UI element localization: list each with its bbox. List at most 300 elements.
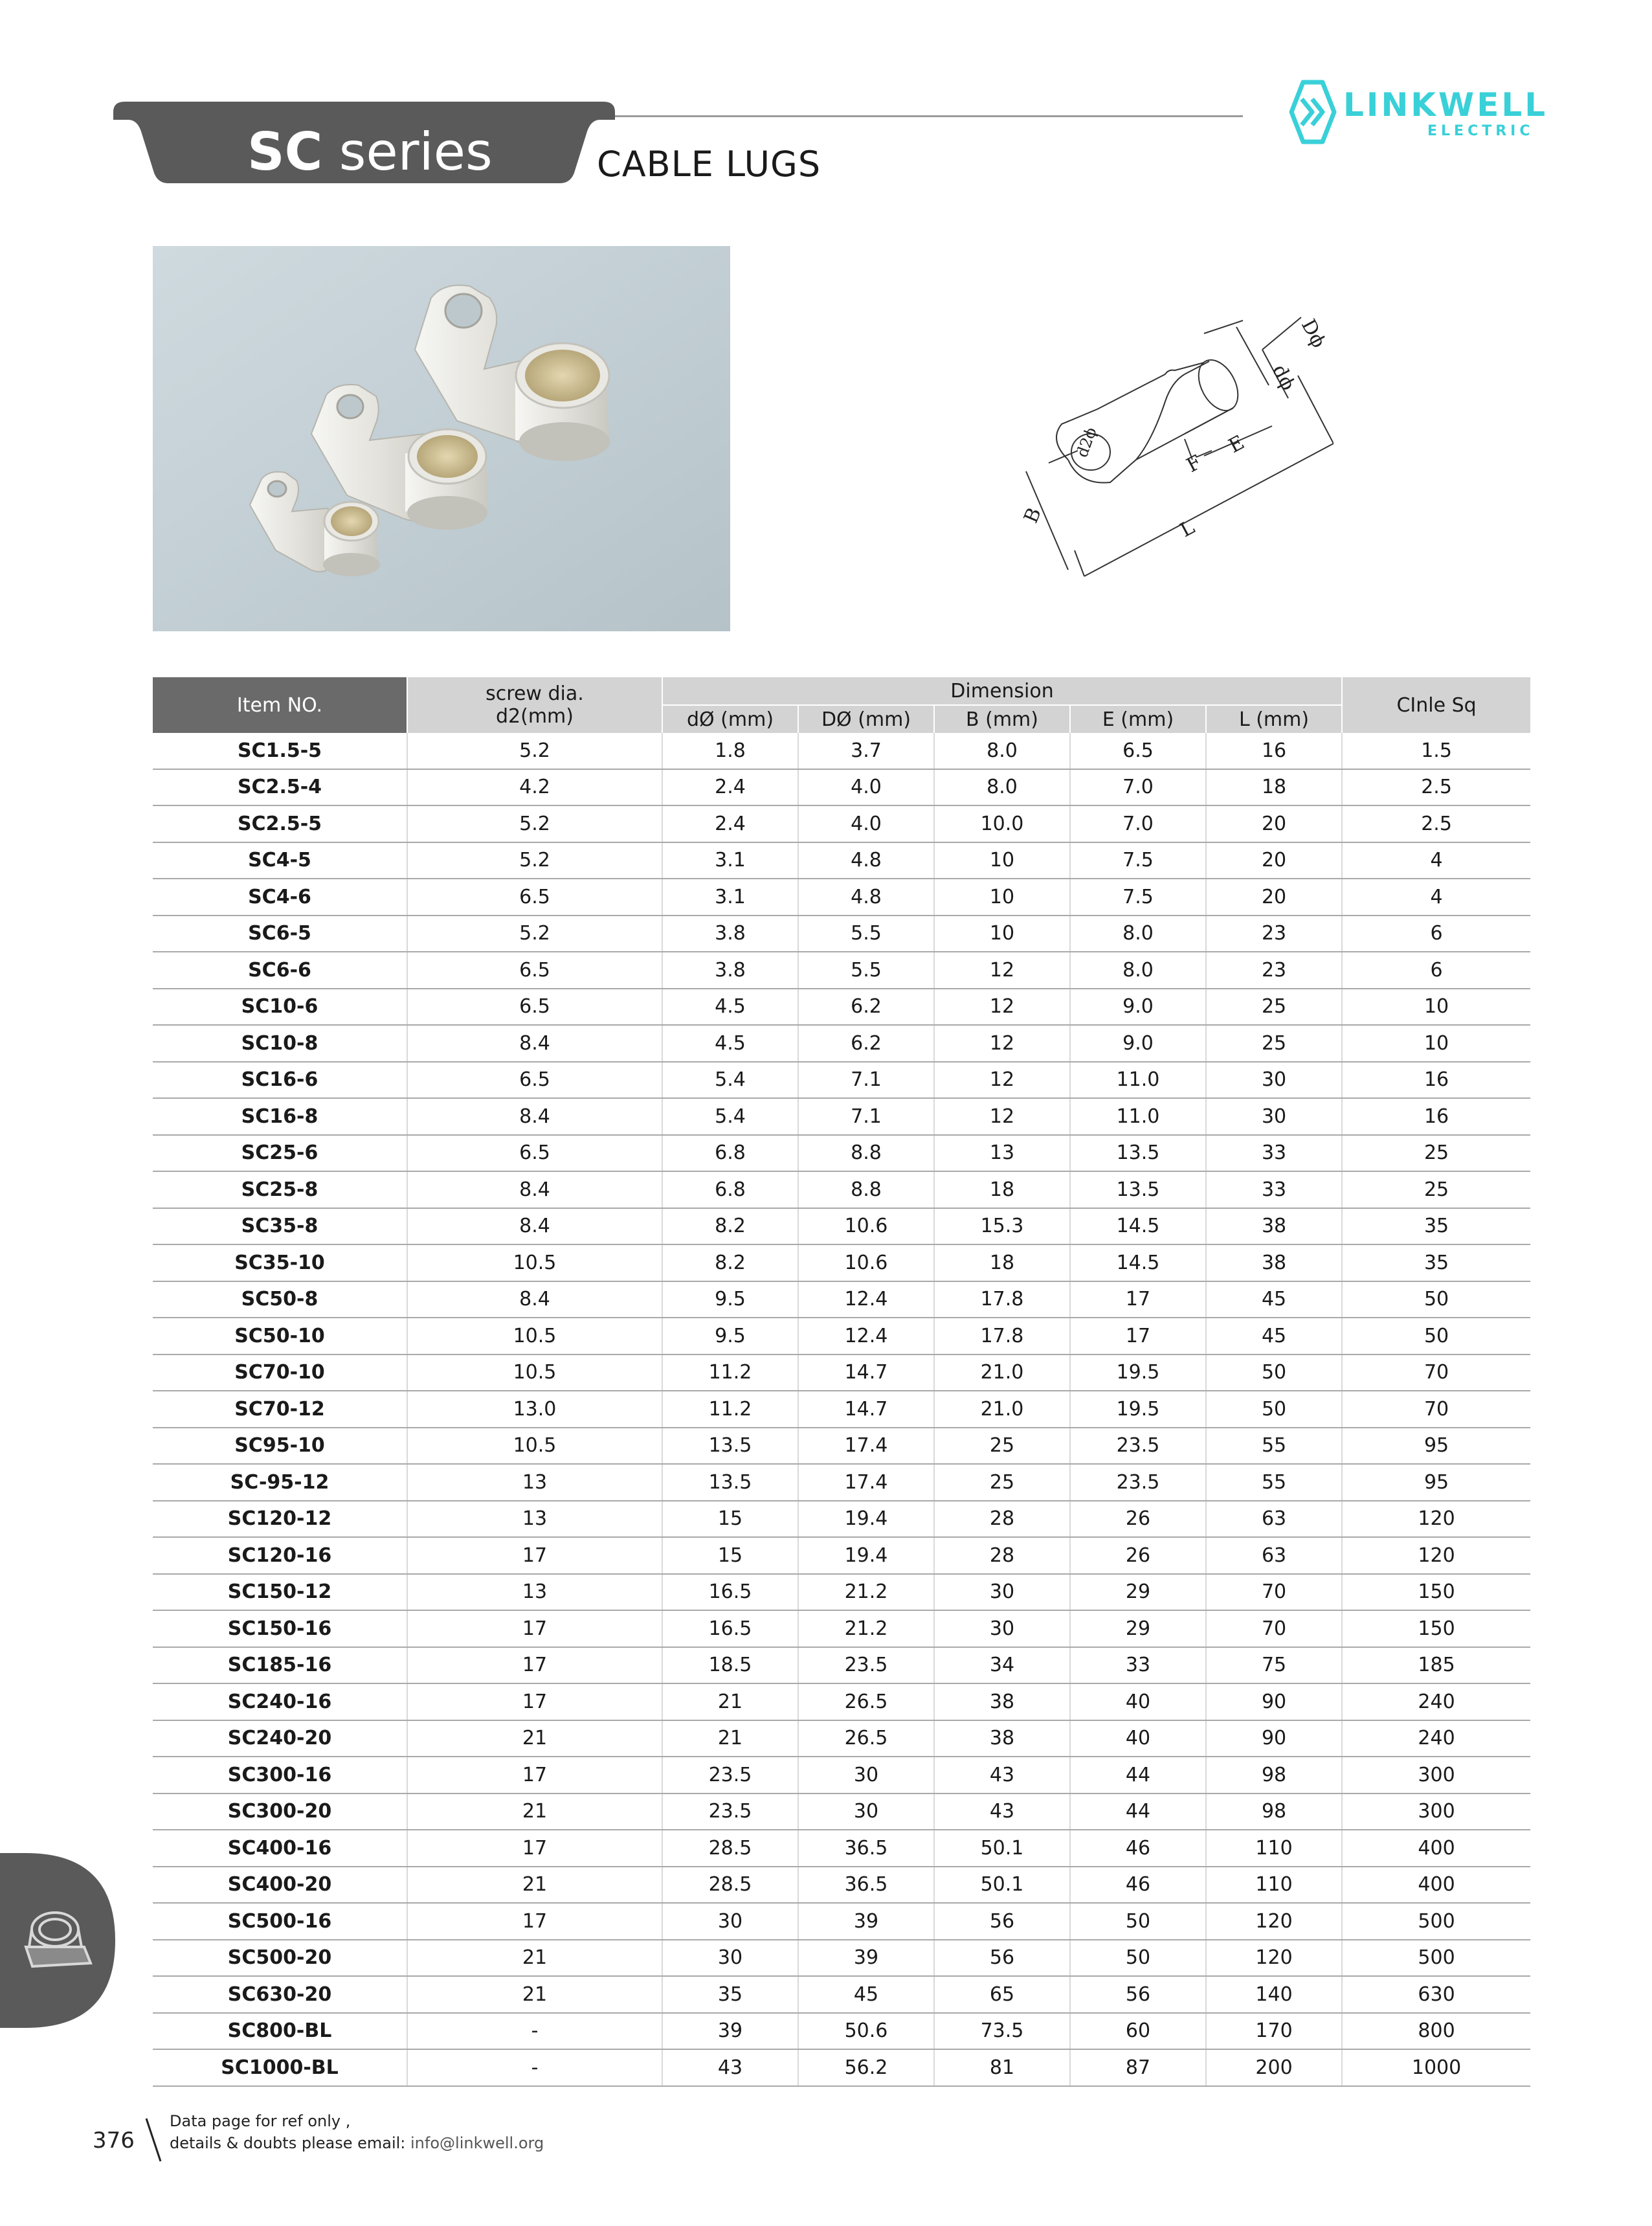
cell-E: 11.0 xyxy=(1070,1062,1206,1099)
cell-D: 39 xyxy=(798,1940,934,1977)
cell-screw-dia: 17 xyxy=(407,1683,662,1720)
table-row xyxy=(153,1793,1530,1830)
cell-E: 44 xyxy=(1070,1757,1206,1793)
cell-screw-dia: 13 xyxy=(407,1501,662,1538)
cell-item-no: SC70-10 xyxy=(153,1355,407,1391)
cell-screw-dia: 6.5 xyxy=(407,1135,662,1172)
cell-L: 98 xyxy=(1206,1793,1342,1830)
cell-E: 40 xyxy=(1070,1720,1206,1757)
cell-B: 12 xyxy=(934,1025,1070,1062)
cell-B: 15.3 xyxy=(934,1208,1070,1245)
table-row xyxy=(153,1318,1530,1355)
table-row xyxy=(153,805,1530,842)
product-photo xyxy=(153,246,730,631)
cell-L: 90 xyxy=(1206,1683,1342,1720)
table-row xyxy=(153,952,1530,989)
cell-screw-dia: 17 xyxy=(407,1757,662,1793)
cell-item-no: SC10-8 xyxy=(153,1025,407,1062)
cell-item-no: SC50-8 xyxy=(153,1281,407,1318)
cell-cable-sq: 2.5 xyxy=(1342,769,1530,806)
cell-L: 16 xyxy=(1206,733,1342,769)
cell-L: 55 xyxy=(1206,1464,1342,1501)
cell-d: 15 xyxy=(662,1537,798,1574)
cell-item-no: SC25-6 xyxy=(153,1135,407,1172)
cell-L: 20 xyxy=(1206,805,1342,842)
cell-item-no: SC6-5 xyxy=(153,916,407,952)
cell-B: 18 xyxy=(934,1244,1070,1281)
header-E: E (mm) xyxy=(1070,705,1206,733)
cell-L: 120 xyxy=(1206,1940,1342,1977)
table-row xyxy=(153,1683,1530,1720)
cell-E: 87 xyxy=(1070,2049,1206,2086)
cell-cable-sq: 1.5 xyxy=(1342,733,1530,769)
cell-L: 23 xyxy=(1206,916,1342,952)
cell-item-no: SC120-12 xyxy=(153,1501,407,1538)
table-row xyxy=(153,1720,1530,1757)
cell-E: 7.0 xyxy=(1070,769,1206,806)
cell-cable-sq: 120 xyxy=(1342,1537,1530,1574)
table-row xyxy=(153,879,1530,916)
cell-screw-dia: 13 xyxy=(407,1574,662,1611)
cell-E: 13.5 xyxy=(1070,1135,1206,1172)
cell-item-no: SC95-10 xyxy=(153,1428,407,1465)
cell-d: 1.8 xyxy=(662,733,798,769)
cell-d: 6.8 xyxy=(662,1171,798,1208)
table-row xyxy=(153,1208,1530,1245)
cell-item-no: SC16-6 xyxy=(153,1062,407,1099)
cell-screw-dia: 8.4 xyxy=(407,1098,662,1135)
cell-screw-dia: 8.4 xyxy=(407,1025,662,1062)
cell-screw-dia: 8.4 xyxy=(407,1281,662,1318)
table-row xyxy=(153,2049,1530,2086)
cell-screw-dia: 5.2 xyxy=(407,842,662,879)
cell-D: 6.2 xyxy=(798,1025,934,1062)
cell-screw-dia: 17 xyxy=(407,1830,662,1867)
cell-B: 81 xyxy=(934,2049,1070,2086)
table-row xyxy=(153,1391,1530,1428)
cell-D: 26.5 xyxy=(798,1683,934,1720)
cell-B: 12 xyxy=(934,952,1070,989)
header-L: L (mm) xyxy=(1206,705,1342,733)
cell-screw-dia: 21 xyxy=(407,1976,662,2013)
footer-divider xyxy=(144,2117,163,2163)
cell-d: 16.5 xyxy=(662,1574,798,1611)
cell-D: 5.5 xyxy=(798,952,934,989)
cell-L: 200 xyxy=(1206,2049,1342,2086)
cell-screw-dia: 6.5 xyxy=(407,1062,662,1099)
cell-D: 36.5 xyxy=(798,1830,934,1867)
cell-item-no: SC400-20 xyxy=(153,1867,407,1904)
table-row xyxy=(153,1428,1530,1465)
cell-d: 3.1 xyxy=(662,879,798,916)
cell-cable-sq: 400 xyxy=(1342,1867,1530,1904)
cell-screw-dia: 5.2 xyxy=(407,733,662,769)
cell-L: 45 xyxy=(1206,1281,1342,1318)
label-F: F xyxy=(1183,451,1206,478)
cell-screw-dia: 10.5 xyxy=(407,1355,662,1391)
cell-L: 70 xyxy=(1206,1610,1342,1647)
table-row xyxy=(153,1501,1530,1538)
footer-note-line2: details & doubts please email: info@linkwell.org xyxy=(170,2134,544,2152)
cell-cable-sq: 35 xyxy=(1342,1208,1530,1245)
cell-B: 28 xyxy=(934,1501,1070,1538)
table-row xyxy=(153,1171,1530,1208)
label-B: B xyxy=(1020,504,1046,527)
cell-E: 26 xyxy=(1070,1501,1206,1538)
cell-cable-sq: 95 xyxy=(1342,1428,1530,1465)
footer-note-line1: Data page for ref only , xyxy=(170,2112,351,2130)
cell-screw-dia: 10.5 xyxy=(407,1318,662,1355)
label-E: E xyxy=(1225,431,1249,458)
cell-E: 9.0 xyxy=(1070,989,1206,1026)
cell-D: 23.5 xyxy=(798,1647,934,1684)
header-item-no: Item NO. xyxy=(153,677,407,733)
cell-cable-sq: 25 xyxy=(1342,1135,1530,1172)
cell-item-no: SC70-12 xyxy=(153,1391,407,1428)
cell-cable-sq: 10 xyxy=(1342,1025,1530,1062)
cell-B: 34 xyxy=(934,1647,1070,1684)
cell-B: 12 xyxy=(934,989,1070,1026)
cell-d: 6.8 xyxy=(662,1135,798,1172)
cell-cable-sq: 800 xyxy=(1342,2013,1530,2050)
cell-cable-sq: 6 xyxy=(1342,952,1530,989)
cell-D: 8.8 xyxy=(798,1171,934,1208)
table-row xyxy=(153,989,1530,1026)
cell-screw-dia: - xyxy=(407,2049,662,2086)
cell-d: 4.5 xyxy=(662,1025,798,1062)
cell-screw-dia: 5.2 xyxy=(407,916,662,952)
cell-L: 75 xyxy=(1206,1647,1342,1684)
side-tab xyxy=(0,1853,115,2028)
cell-cable-sq: 50 xyxy=(1342,1318,1530,1355)
cell-item-no: SC240-20 xyxy=(153,1720,407,1757)
cell-item-no: SC16-8 xyxy=(153,1098,407,1135)
cell-d: 23.5 xyxy=(662,1793,798,1830)
cell-item-no: SC2.5-5 xyxy=(153,805,407,842)
cell-item-no: SC300-16 xyxy=(153,1757,407,1793)
cell-E: 19.5 xyxy=(1070,1391,1206,1428)
cell-B: 10 xyxy=(934,842,1070,879)
cell-d: 28.5 xyxy=(662,1867,798,1904)
cell-cable-sq: 10 xyxy=(1342,989,1530,1026)
cell-B: 10.0 xyxy=(934,805,1070,842)
cell-E: 23.5 xyxy=(1070,1428,1206,1465)
cell-E: 46 xyxy=(1070,1830,1206,1867)
cell-d: 30 xyxy=(662,1940,798,1977)
cell-D: 3.7 xyxy=(798,733,934,769)
cell-cable-sq: 95 xyxy=(1342,1464,1530,1501)
cell-L: 20 xyxy=(1206,842,1342,879)
cell-D: 45 xyxy=(798,1976,934,2013)
cell-L: 30 xyxy=(1206,1098,1342,1135)
cell-d: 21 xyxy=(662,1683,798,1720)
cell-D: 56.2 xyxy=(798,2049,934,2086)
cell-E: 14.5 xyxy=(1070,1244,1206,1281)
cell-E: 56 xyxy=(1070,1976,1206,2013)
cell-B: 30 xyxy=(934,1574,1070,1611)
cell-item-no: SC25-8 xyxy=(153,1171,407,1208)
cell-cable-sq: 120 xyxy=(1342,1501,1530,1538)
cell-D: 17.4 xyxy=(798,1428,934,1465)
cell-d: 16.5 xyxy=(662,1610,798,1647)
cell-L: 25 xyxy=(1206,1025,1342,1062)
cell-screw-dia: 17 xyxy=(407,1537,662,1574)
table-row xyxy=(153,1355,1530,1391)
cell-cable-sq: 25 xyxy=(1342,1171,1530,1208)
cell-d: 3.8 xyxy=(662,916,798,952)
header-screw-line2: d2(mm) xyxy=(496,705,574,728)
cell-L: 110 xyxy=(1206,1867,1342,1904)
cell-D: 4.8 xyxy=(798,842,934,879)
table-row xyxy=(153,1830,1530,1867)
cell-D: 12.4 xyxy=(798,1318,934,1355)
cell-B: 30 xyxy=(934,1610,1070,1647)
cell-D: 19.4 xyxy=(798,1501,934,1538)
cell-D: 8.8 xyxy=(798,1135,934,1172)
cell-E: 17 xyxy=(1070,1318,1206,1355)
cell-B: 12 xyxy=(934,1098,1070,1135)
cell-D: 21.2 xyxy=(798,1574,934,1611)
cell-E: 17 xyxy=(1070,1281,1206,1318)
cell-cable-sq: 6 xyxy=(1342,916,1530,952)
cell-D: 5.5 xyxy=(798,916,934,952)
cell-E: 50 xyxy=(1070,1940,1206,1977)
cell-D: 4.8 xyxy=(798,879,934,916)
cell-cable-sq: 400 xyxy=(1342,1830,1530,1867)
cell-item-no: SC120-16 xyxy=(153,1537,407,1574)
table-row xyxy=(153,1062,1530,1099)
table-row xyxy=(153,1903,1530,1940)
cell-d: 8.2 xyxy=(662,1244,798,1281)
cell-D: 17.4 xyxy=(798,1464,934,1501)
cell-D: 4.0 xyxy=(798,769,934,806)
cell-L: 110 xyxy=(1206,1830,1342,1867)
cell-L: 98 xyxy=(1206,1757,1342,1793)
cell-item-no: SC185-16 xyxy=(153,1647,407,1684)
cell-E: 8.0 xyxy=(1070,952,1206,989)
cell-E: 40 xyxy=(1070,1683,1206,1720)
cell-screw-dia: 5.2 xyxy=(407,805,662,842)
cell-D: 14.7 xyxy=(798,1355,934,1391)
cell-D: 30 xyxy=(798,1793,934,1830)
cell-screw-dia: 8.4 xyxy=(407,1171,662,1208)
cell-screw-dia: 4.2 xyxy=(407,769,662,806)
cell-cable-sq: 300 xyxy=(1342,1757,1530,1793)
cell-d: 11.2 xyxy=(662,1391,798,1428)
table-row xyxy=(153,1464,1530,1501)
cell-d: 5.4 xyxy=(662,1098,798,1135)
cell-B: 65 xyxy=(934,1976,1070,2013)
cell-L: 20 xyxy=(1206,879,1342,916)
cell-B: 10 xyxy=(934,916,1070,952)
cell-D: 6.2 xyxy=(798,989,934,1026)
cell-E: 19.5 xyxy=(1070,1355,1206,1391)
cell-B: 28 xyxy=(934,1537,1070,1574)
cell-cable-sq: 150 xyxy=(1342,1610,1530,1647)
cell-E: 7.0 xyxy=(1070,805,1206,842)
label-D: Dϕ xyxy=(1296,315,1330,352)
page-number: 376 xyxy=(93,2128,135,2153)
cell-B: 25 xyxy=(934,1428,1070,1465)
cell-D: 21.2 xyxy=(798,1610,934,1647)
cell-screw-dia: 10.5 xyxy=(407,1244,662,1281)
cell-item-no: SC400-16 xyxy=(153,1830,407,1867)
cell-B: 17.8 xyxy=(934,1318,1070,1355)
cell-E: 8.0 xyxy=(1070,916,1206,952)
cell-d: 15 xyxy=(662,1501,798,1538)
cell-cable-sq: 2.5 xyxy=(1342,805,1530,842)
series-title: SC series xyxy=(247,122,493,182)
table-row xyxy=(153,1025,1530,1062)
cell-item-no: SC4-6 xyxy=(153,879,407,916)
cell-d: 28.5 xyxy=(662,1830,798,1867)
cell-D: 12.4 xyxy=(798,1281,934,1318)
cell-D: 19.4 xyxy=(798,1537,934,1574)
cell-L: 55 xyxy=(1206,1428,1342,1465)
cell-d: 3.8 xyxy=(662,952,798,989)
cell-item-no: SC300-20 xyxy=(153,1793,407,1830)
cell-E: 46 xyxy=(1070,1867,1206,1904)
cell-E: 13.5 xyxy=(1070,1171,1206,1208)
cell-item-no: SC500-16 xyxy=(153,1903,407,1940)
cell-item-no: SC150-12 xyxy=(153,1574,407,1611)
cell-screw-dia: 17 xyxy=(407,1903,662,1940)
cell-E: 14.5 xyxy=(1070,1208,1206,1245)
cell-cable-sq: 240 xyxy=(1342,1720,1530,1757)
table-row xyxy=(153,733,1530,769)
cell-B: 56 xyxy=(934,1940,1070,1977)
header-cable-sq: CInle Sq xyxy=(1342,677,1530,733)
cell-d: 30 xyxy=(662,1903,798,1940)
cell-screw-dia: 10.5 xyxy=(407,1428,662,1465)
label-L: L xyxy=(1176,515,1199,543)
cell-item-no: SC500-20 xyxy=(153,1940,407,1977)
cell-B: 18 xyxy=(934,1171,1070,1208)
cell-E: 9.0 xyxy=(1070,1025,1206,1062)
cell-B: 50.1 xyxy=(934,1830,1070,1867)
cell-cable-sq: 16 xyxy=(1342,1062,1530,1099)
cell-L: 25 xyxy=(1206,989,1342,1026)
cell-cable-sq: 50 xyxy=(1342,1281,1530,1318)
cell-item-no: SC-95-12 xyxy=(153,1464,407,1501)
cell-L: 30 xyxy=(1206,1062,1342,1099)
cell-L: 23 xyxy=(1206,952,1342,989)
cell-item-no: SC240-16 xyxy=(153,1683,407,1720)
cell-D: 14.7 xyxy=(798,1391,934,1428)
cell-B: 8.0 xyxy=(934,733,1070,769)
cell-screw-dia: 8.4 xyxy=(407,1208,662,1245)
cell-item-no: SC50-10 xyxy=(153,1318,407,1355)
cell-item-no: SC150-16 xyxy=(153,1610,407,1647)
cell-item-no: SC1.5-5 xyxy=(153,733,407,769)
table-row xyxy=(153,769,1530,806)
cell-D: 10.6 xyxy=(798,1208,934,1245)
header-d: dØ (mm) xyxy=(662,705,798,733)
header-dimension: Dimension xyxy=(662,677,1342,705)
cell-B: 10 xyxy=(934,879,1070,916)
cell-item-no: SC2.5-4 xyxy=(153,769,407,806)
header-screw-line1: screw dia. xyxy=(486,682,584,705)
cell-screw-dia: 17 xyxy=(407,1610,662,1647)
cell-E: 7.5 xyxy=(1070,842,1206,879)
dimension-drawing xyxy=(971,298,1334,602)
cell-screw-dia: 17 xyxy=(407,1647,662,1684)
cell-d: 4.5 xyxy=(662,989,798,1026)
table-row xyxy=(153,1574,1530,1611)
cell-screw-dia: 21 xyxy=(407,1867,662,1904)
cell-L: 33 xyxy=(1206,1135,1342,1172)
cell-screw-dia: 6.5 xyxy=(407,989,662,1026)
cell-L: 63 xyxy=(1206,1501,1342,1538)
footer-email-link[interactable]: info@linkwell.org xyxy=(410,2134,544,2152)
cell-E: 60 xyxy=(1070,2013,1206,2050)
label-d2: d2ϕ xyxy=(1073,425,1100,460)
cell-B: 38 xyxy=(934,1720,1070,1757)
cell-item-no: SC6-6 xyxy=(153,952,407,989)
cell-screw-dia: 6.5 xyxy=(407,952,662,989)
cell-d: 9.5 xyxy=(662,1318,798,1355)
cell-B: 12 xyxy=(934,1062,1070,1099)
table-row xyxy=(153,916,1530,952)
cell-cable-sq: 4 xyxy=(1342,842,1530,879)
table-row xyxy=(153,1940,1530,1977)
cell-cable-sq: 300 xyxy=(1342,1793,1530,1830)
cell-d: 8.2 xyxy=(662,1208,798,1245)
table-row xyxy=(153,1537,1530,1574)
cell-L: 38 xyxy=(1206,1208,1342,1245)
cell-d: 35 xyxy=(662,1976,798,2013)
cell-B: 25 xyxy=(934,1464,1070,1501)
cell-cable-sq: 185 xyxy=(1342,1647,1530,1684)
header-B: B (mm) xyxy=(934,705,1070,733)
cell-L: 18 xyxy=(1206,769,1342,806)
cell-d: 2.4 xyxy=(662,769,798,806)
section-title: CABLE LUGS xyxy=(597,144,821,185)
cell-L: 33 xyxy=(1206,1171,1342,1208)
cell-screw-dia: 13.0 xyxy=(407,1391,662,1428)
cell-cable-sq: 35 xyxy=(1342,1244,1530,1281)
cell-cable-sq: 630 xyxy=(1342,1976,1530,2013)
cell-screw-dia: 21 xyxy=(407,1940,662,1977)
cell-D: 7.1 xyxy=(798,1098,934,1135)
cell-item-no: SC35-10 xyxy=(153,1244,407,1281)
cell-D: 7.1 xyxy=(798,1062,934,1099)
cell-E: 7.5 xyxy=(1070,879,1206,916)
cell-E: 33 xyxy=(1070,1647,1206,1684)
spec-table-body xyxy=(153,733,1530,2086)
cell-L: 140 xyxy=(1206,1976,1342,2013)
cell-D: 30 xyxy=(798,1757,934,1793)
cell-cable-sq: 4 xyxy=(1342,879,1530,916)
cell-L: 50 xyxy=(1206,1355,1342,1391)
brand-name: LINKWELL xyxy=(1343,86,1548,124)
cell-B: 13 xyxy=(934,1135,1070,1172)
cell-item-no: SC1000-BL xyxy=(153,2049,407,2086)
cell-d: 11.2 xyxy=(662,1355,798,1391)
cell-L: 50 xyxy=(1206,1391,1342,1428)
table-row xyxy=(153,1647,1530,1684)
cell-E: 29 xyxy=(1070,1574,1206,1611)
cell-L: 170 xyxy=(1206,2013,1342,2050)
cell-screw-dia: 21 xyxy=(407,1793,662,1830)
cell-item-no: SC630-20 xyxy=(153,1976,407,2013)
cell-B: 56 xyxy=(934,1903,1070,1940)
label-d: dϕ xyxy=(1267,361,1300,394)
cell-d: 23.5 xyxy=(662,1757,798,1793)
cell-d: 5.4 xyxy=(662,1062,798,1099)
cell-item-no: SC800-BL xyxy=(153,2013,407,2050)
header-screw-dia xyxy=(407,677,662,733)
